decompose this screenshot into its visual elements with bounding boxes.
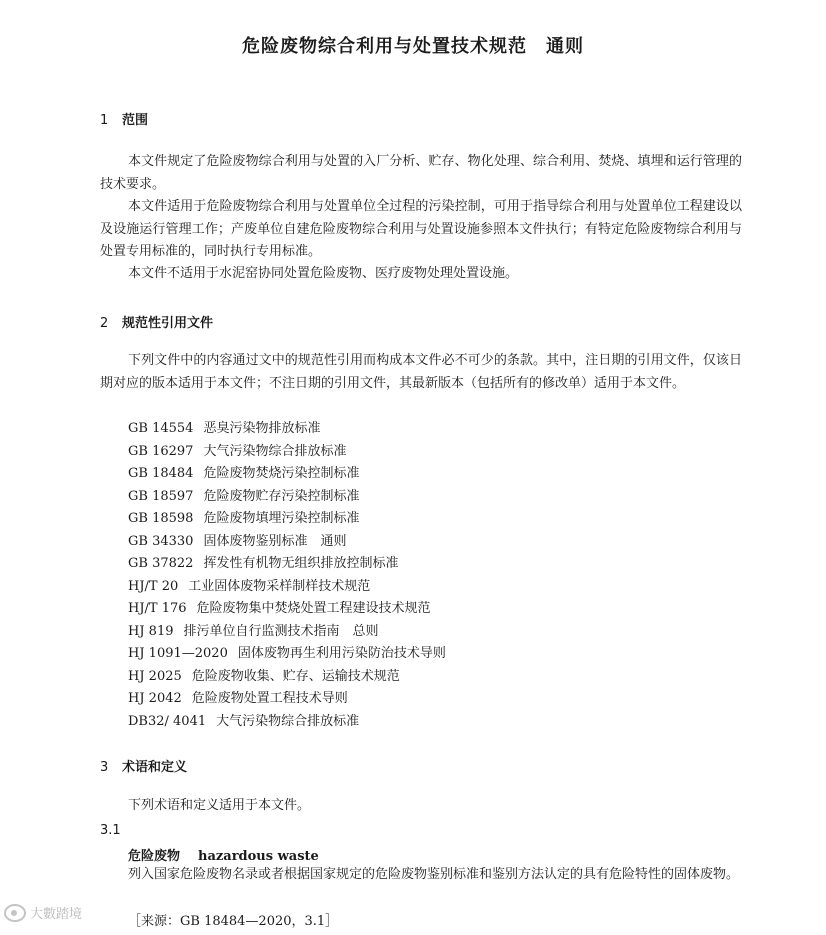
reference-code: HJ 819	[128, 623, 174, 639]
term-english: hazardous waste	[198, 849, 319, 864]
section-number: 2	[100, 316, 109, 331]
reference-code: GB 16297	[128, 443, 194, 459]
reference-code: HJ 2042	[128, 691, 182, 706]
term-definition: 列入国家危险废物名录或者根据国家规定的危险废物鉴别标准和鉴别方法认定的具有危险特性的固体废物。	[128, 867, 740, 882]
reference-name: 危险废物收集、贮存、运输技术规范	[191, 668, 400, 684]
section-title: 范围	[122, 113, 149, 128]
watermark-text: 大數踏境	[30, 907, 83, 922]
document-title: 危险废物综合利用与处置技术规范 通则	[242, 36, 584, 57]
reference-item	[128, 531, 446, 554]
reference-item	[128, 643, 446, 666]
section-title: 术语和定义	[122, 760, 188, 775]
reference-name: 挥发性有机物无组织排放控制标准	[203, 556, 399, 571]
scope-paragraph-3: 本文件不适用于水泥窑协同处置危险废物、医疗废物处理处置设施。	[128, 266, 519, 281]
reference-item	[128, 553, 446, 576]
reference-item	[128, 463, 446, 486]
reference-name: 危险废物贮存污染控制标准	[203, 488, 360, 504]
reference-name: 固体废物再生利用污染防治技术导则	[237, 646, 446, 661]
reference-name: 危险废物焚烧污染控制标准	[203, 466, 360, 481]
reference-item	[128, 666, 446, 689]
section-3-heading	[100, 756, 187, 775]
reference-code: GB 18598	[128, 511, 194, 526]
reference-item	[128, 598, 446, 621]
reference-item	[128, 508, 446, 531]
section-title: 规范性引用文件	[122, 316, 214, 331]
section-number: 1	[100, 113, 109, 128]
reference-code: DB32/ 4041	[128, 713, 207, 729]
terms-intro: 下列术语和定义适用于本文件。	[128, 798, 311, 813]
reference-item	[128, 621, 446, 644]
reference-item	[128, 441, 446, 464]
section-number: 3	[100, 760, 109, 775]
reference-name: 危险废物填埋污染控制标准	[203, 511, 360, 526]
reference-item	[128, 576, 446, 599]
reference-name: 排污单位自行监测技术指南 总则	[183, 623, 379, 639]
reference-name: 危险废物处置工程技术导则	[191, 691, 348, 706]
term-source: ［来源：GB 18484—2020，3.1］	[128, 914, 339, 929]
section-1-heading	[100, 109, 148, 128]
reference-name: 恶臭污染物排放标准	[203, 421, 321, 436]
reference-item	[128, 688, 446, 711]
reference-name: 危险废物集中焚烧处置工程建设技术规范	[196, 601, 431, 616]
term-chinese: 危险废物	[128, 849, 181, 864]
reference-item	[128, 486, 446, 509]
term-heading	[128, 845, 319, 864]
scope-paragraph-1: 本文件规定了危险废物综合利用与处置的入厂分析、贮存、物化处理、综合利用、焚烧、填埋和运行管理的技术要求。	[100, 154, 742, 192]
reference-code: HJ 1091—2020	[128, 646, 228, 661]
references-intro: 下列文件中的内容通过文中的规范性引用而构成本文件必不可少的条款。其中，注日期的引用文件，仅该日期对应的版本适用于本文件；不注日期的引用文件，其最新版本（包括所有的修改单）适用于本文件。	[100, 353, 742, 391]
section-2-heading	[100, 312, 213, 331]
reference-code: HJ 2025	[128, 668, 182, 684]
scope-paragraph-2: 本文件适用于危险废物综合利用与处置单位全过程的污染控制，可用于指导综合利用与处置单位工程建设以及设施运行管理工作；产废单位自建危险废物综合利用与处置设施参照本文件执行；有特定危险废物综合利用与处置专用标准的，同时执行专用标准。	[100, 199, 742, 259]
reference-code: HJ/T 20	[128, 578, 179, 594]
reference-name: 工业固体废物采样制样技术规范	[188, 578, 371, 594]
reference-code: HJ/T 176	[128, 601, 187, 616]
reference-code: GB 18597	[128, 488, 194, 504]
term-number: 3.1	[100, 823, 121, 838]
reference-name: 固体废物鉴别标准 通则	[203, 533, 347, 549]
reference-code: GB 34330	[128, 533, 194, 549]
reference-name: 大气污染物综合排放标准	[216, 713, 360, 729]
reference-code: GB 14554	[128, 421, 194, 436]
reference-code: GB 37822	[128, 556, 194, 571]
reference-code: GB 18484	[128, 466, 194, 481]
watermark	[4, 903, 82, 922]
reference-list	[128, 418, 446, 733]
reference-name: 大气污染物综合排放标准	[203, 443, 347, 459]
brand-logo-icon	[4, 904, 26, 922]
reference-item	[128, 418, 446, 441]
reference-item	[128, 711, 446, 734]
